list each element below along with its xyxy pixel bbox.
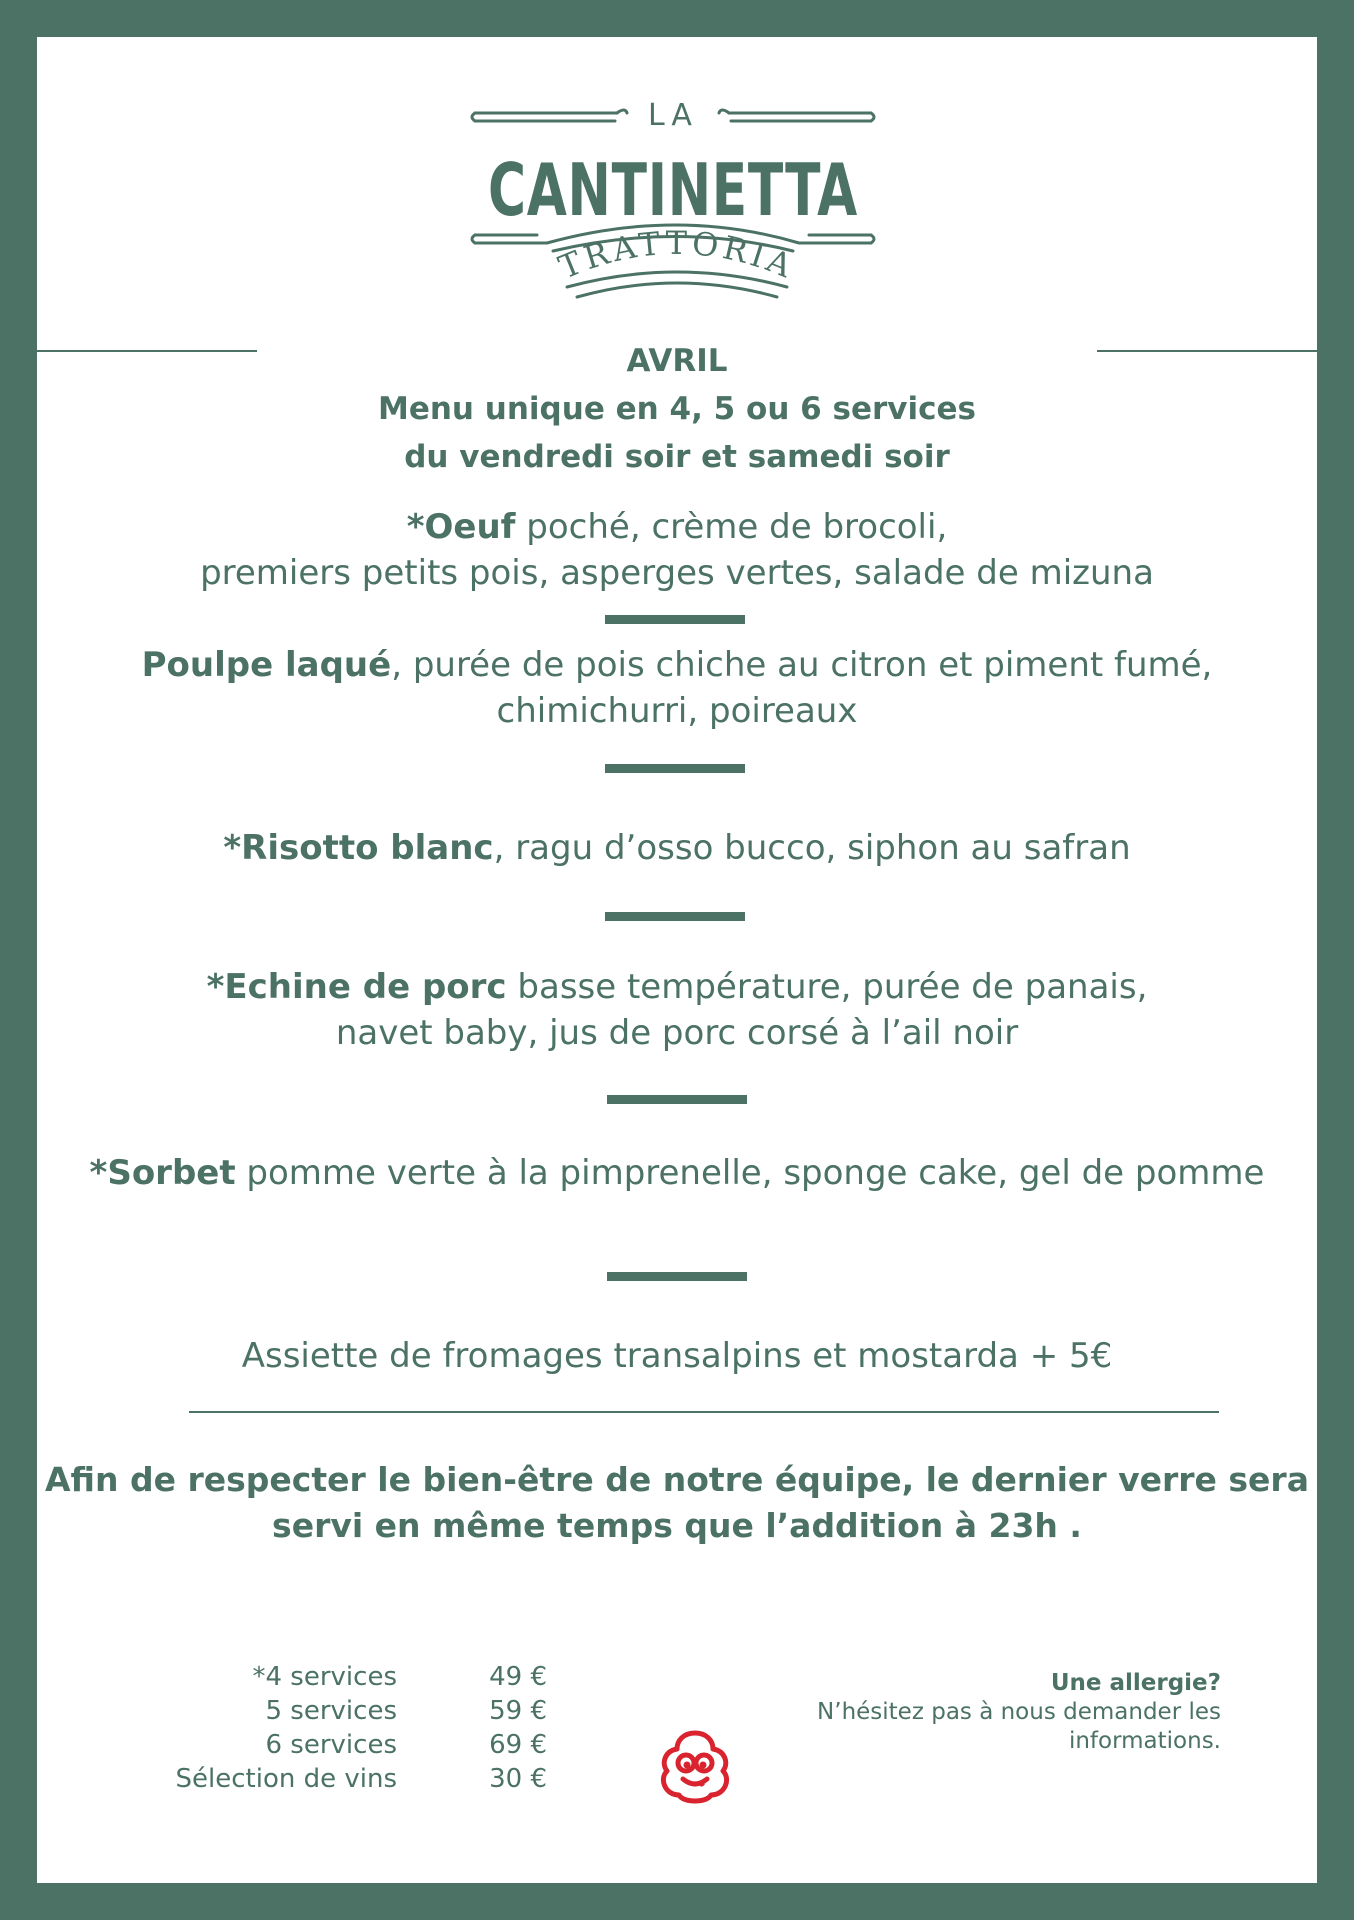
logo-trattoria: TRATTORIA xyxy=(553,223,801,287)
dish-name: *Oeuf xyxy=(406,507,516,547)
price-row xyxy=(37,1728,597,1762)
dish-desc: , purée de pois chiche au citron et piment fumé, xyxy=(391,645,1213,685)
price-label: *4 services xyxy=(252,1662,397,1692)
price-value: 69 € xyxy=(489,1730,547,1760)
cheese-text: Assiette de fromages transalpins et mostarda + 5€ xyxy=(241,1336,1113,1376)
menu-schedule: du vendredi soir et samedi soir xyxy=(404,439,950,475)
closing-notice xyxy=(37,1457,1317,1549)
cheese-option xyxy=(37,1333,1317,1379)
allergy-title: Une allergie? xyxy=(1050,1670,1221,1696)
logo xyxy=(37,87,1317,367)
month-title: AVRIL xyxy=(626,343,728,379)
price-list xyxy=(37,1660,597,1796)
price-row xyxy=(37,1762,597,1796)
dish-desc: , ragu d’osso bucco, siphon au safran xyxy=(493,828,1131,868)
allergy-note xyxy=(741,1669,1221,1756)
price-value: 30 € xyxy=(489,1764,547,1794)
dish-desc-line2: chimichurri, poireaux xyxy=(496,691,858,731)
dish-name: Poulpe laqué xyxy=(141,645,392,685)
dish-1 xyxy=(37,504,1317,596)
dish-3 xyxy=(37,825,1317,871)
price-label: 5 services xyxy=(265,1696,397,1726)
price-value: 59 € xyxy=(489,1696,547,1726)
price-label: Sélection de vins xyxy=(175,1764,397,1794)
menu-sheet xyxy=(37,37,1317,1883)
allergy-line-1: N’hésitez pas à nous demander les xyxy=(817,1699,1221,1725)
dish-name: *Risotto blanc xyxy=(223,828,494,868)
dish-name: *Sorbet xyxy=(89,1153,236,1193)
logo-graphic xyxy=(467,87,887,317)
price-row xyxy=(37,1694,597,1728)
notice-line-1: Afin de respecter le bien-être de notre équipe, le dernier verre sera xyxy=(45,1460,1309,1499)
price-value: 49 € xyxy=(489,1662,547,1692)
price-label: 6 services xyxy=(265,1730,397,1760)
separator-bar xyxy=(605,912,745,921)
logo-cantinetta: CANTINETTA xyxy=(488,148,858,232)
menu-header xyxy=(37,337,1317,481)
dish-desc: pomme verte à la pimprenelle, sponge cake, gel de pomme xyxy=(235,1153,1265,1193)
dish-desc: poché, crème de brocoli, xyxy=(515,507,948,547)
separator-bar xyxy=(607,1095,747,1104)
logo-la: LA xyxy=(648,98,698,133)
separator-bar xyxy=(605,615,745,624)
notice-divider xyxy=(189,1411,1219,1413)
dish-name: *Echine de porc xyxy=(206,967,507,1007)
dish-desc: basse température, purée de panais, xyxy=(506,967,1148,1007)
separator-bar xyxy=(605,764,745,773)
menu-subtitle: Menu unique en 4, 5 ou 6 services xyxy=(377,391,976,427)
price-row xyxy=(37,1660,597,1694)
dish-4 xyxy=(37,964,1317,1056)
dish-2 xyxy=(37,642,1317,734)
dish-5 xyxy=(37,1150,1317,1196)
notice-line-2: servi en même temps que l’addition à 23h . xyxy=(272,1506,1082,1545)
allergy-line-2: informations. xyxy=(1068,1728,1221,1754)
separator-bar xyxy=(607,1272,747,1281)
dish-desc-line2: navet baby, jus de porc corsé à l’ail noir xyxy=(335,1013,1019,1053)
michelin-bib-gourmand-icon xyxy=(653,1727,737,1811)
dish-desc-line2: premiers petits pois, asperges vertes, salade de mizuna xyxy=(200,553,1154,593)
